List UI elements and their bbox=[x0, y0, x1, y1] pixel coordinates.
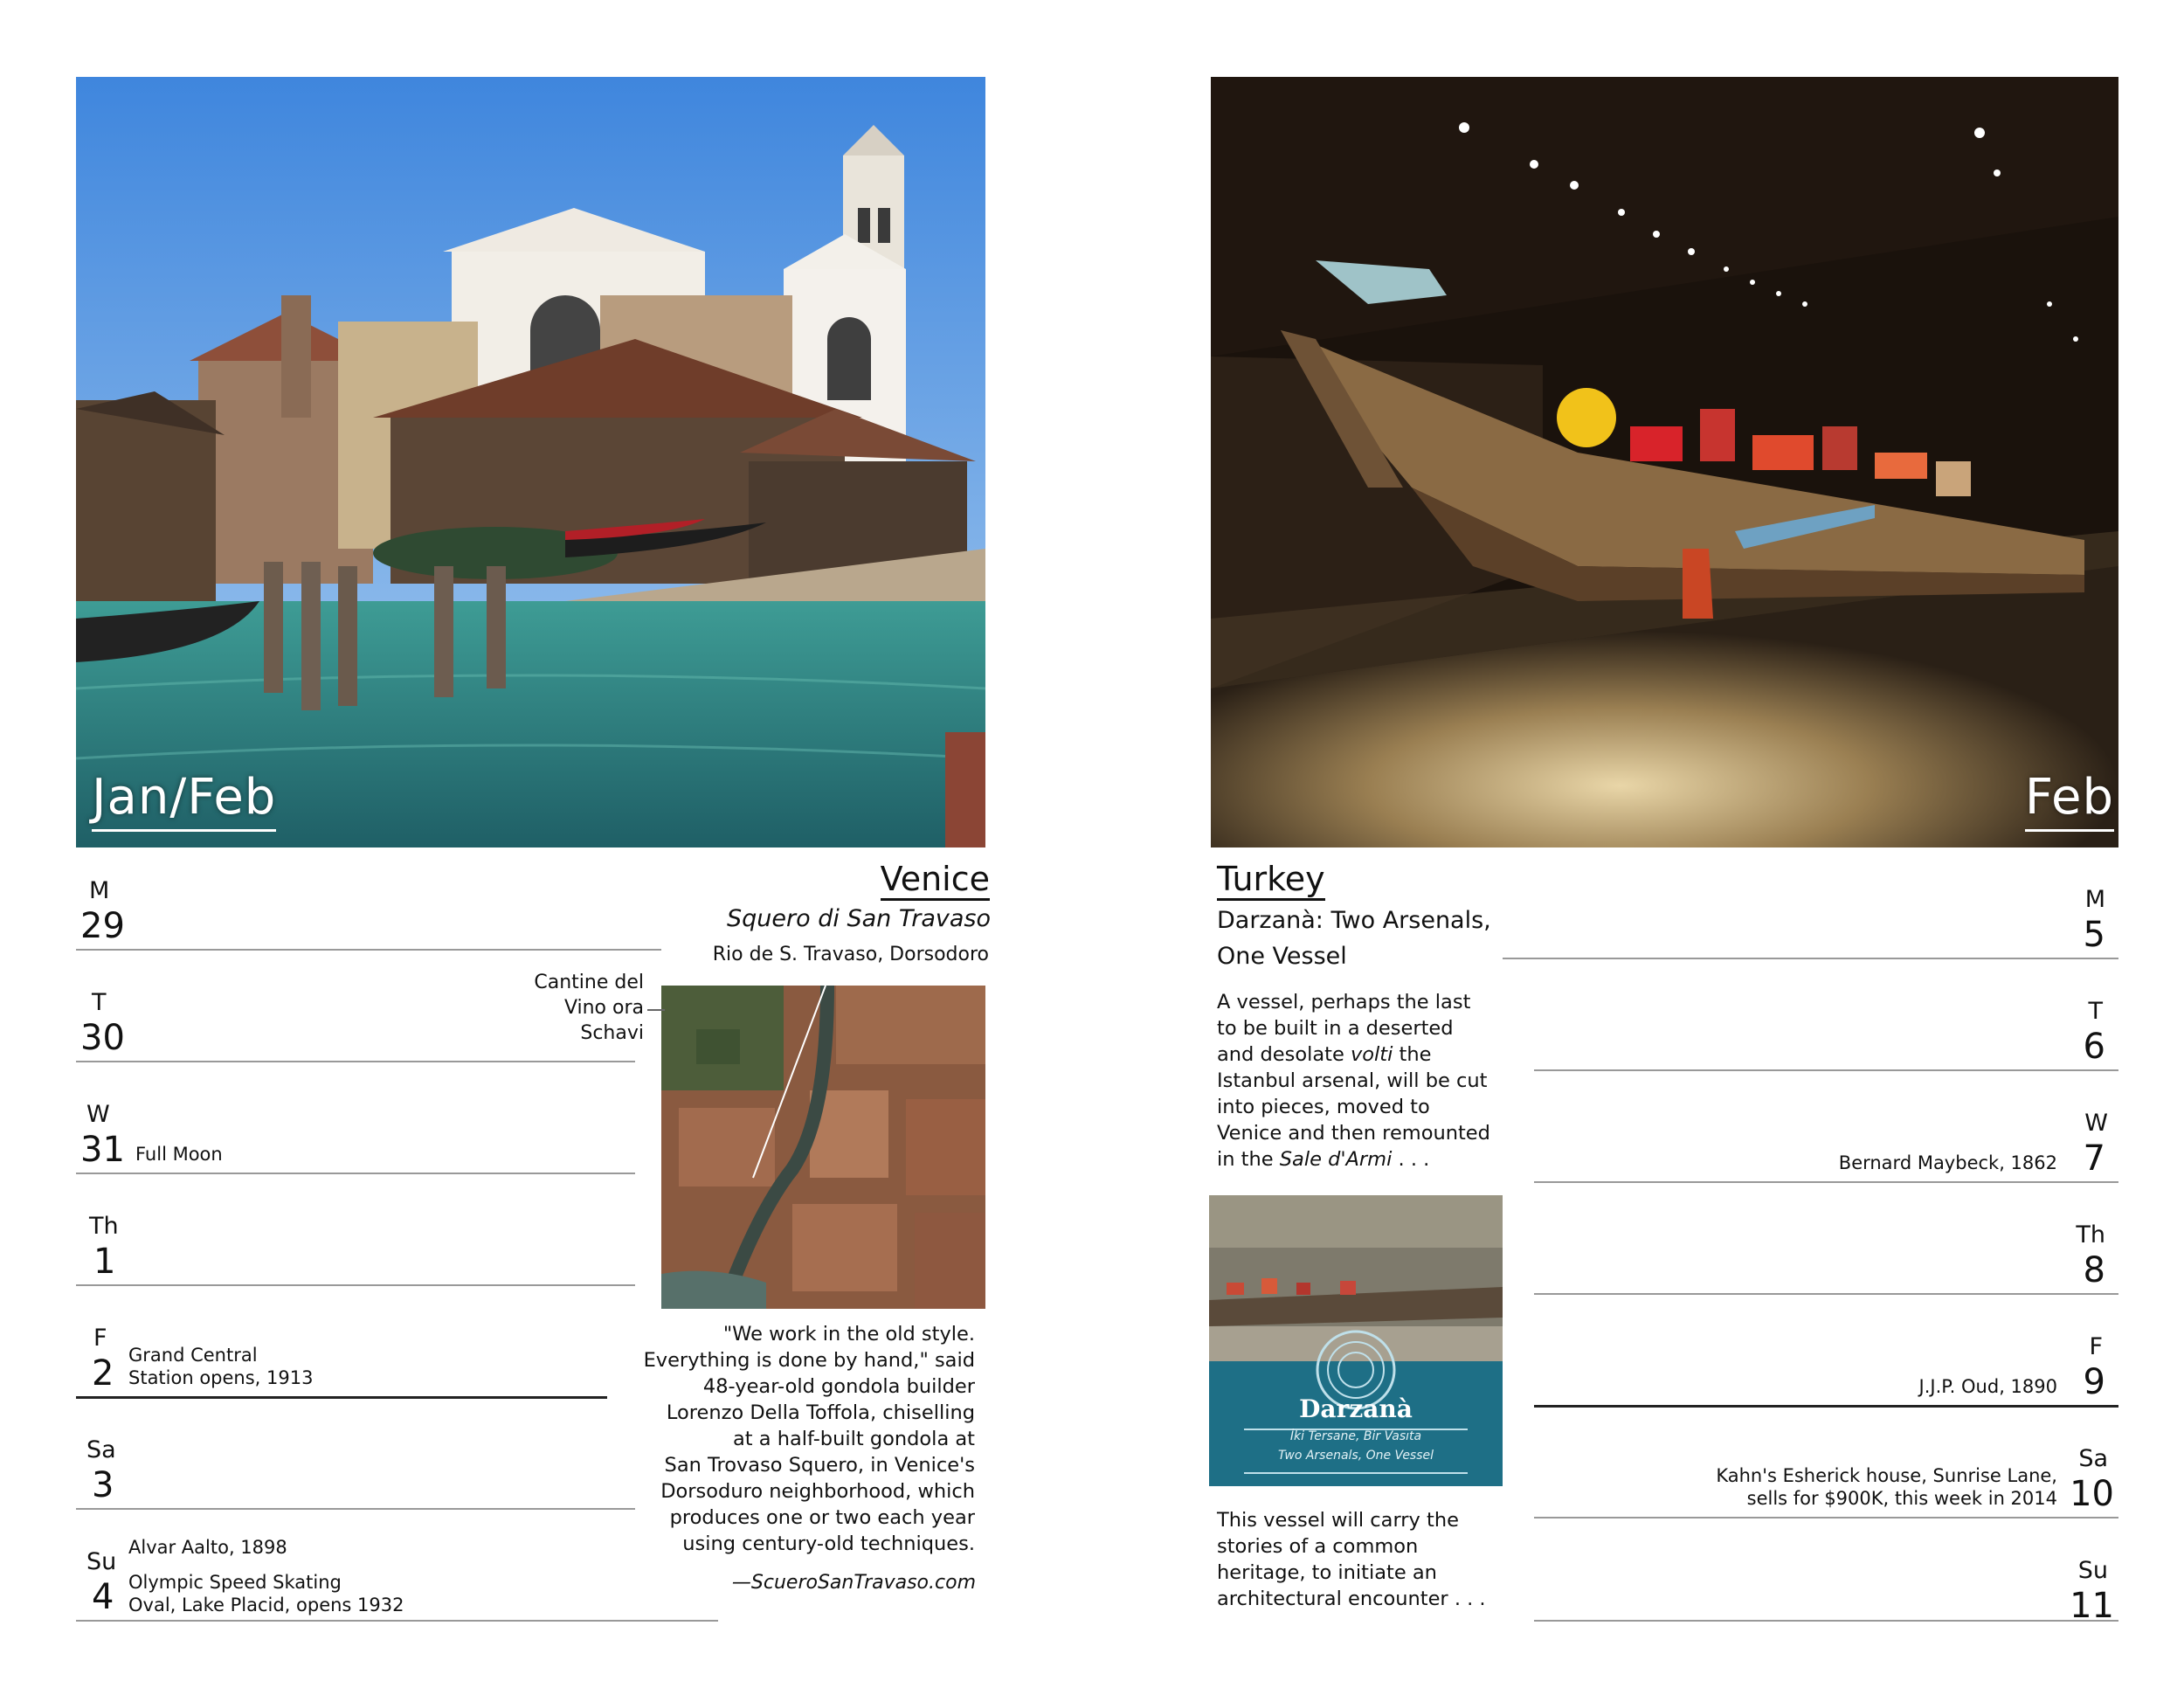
day-row-su-11[interactable] bbox=[1534, 1517, 2118, 1626]
desc-line-6: Venice and then remounted bbox=[1217, 1122, 1490, 1145]
day-number: 5 bbox=[2083, 915, 2105, 955]
day-row-t-30[interactable] bbox=[76, 949, 635, 1062]
turkey-subtitle-line-1: Darzanà: Two Arsenals, bbox=[1217, 907, 1491, 934]
aerial-map-illustration bbox=[661, 986, 985, 1309]
day-row-w-31[interactable] bbox=[76, 1061, 635, 1174]
turkey-subtitle bbox=[1217, 903, 1491, 974]
darzana-poster bbox=[1209, 1195, 1503, 1486]
day-number: 31 bbox=[80, 1130, 125, 1170]
day-abbr: Th bbox=[89, 1213, 119, 1240]
day-row-sa-3[interactable] bbox=[76, 1396, 635, 1510]
quote-line-6: San Trovaso Squero, in Venice's bbox=[664, 1454, 975, 1477]
darzana-photo-illustration bbox=[1211, 77, 2118, 847]
day-number: 10 bbox=[2070, 1474, 2114, 1514]
day-number: 30 bbox=[80, 1018, 125, 1058]
closing-line-2: stories of a common bbox=[1217, 1535, 1419, 1558]
day-note-1: Alvar Aalto, 1898 bbox=[128, 1537, 287, 1558]
desc-line-5: into pieces, moved to bbox=[1217, 1096, 1430, 1118]
aerial-map bbox=[661, 986, 985, 1309]
day-abbr: M bbox=[2084, 886, 2105, 913]
venice-photo bbox=[76, 77, 985, 847]
quote-line-9: using century-old techniques. bbox=[682, 1532, 975, 1555]
map-callout-line-2: Vino ora bbox=[563, 997, 644, 1019]
closing-line-1: This vessel will carry the bbox=[1217, 1509, 1459, 1532]
day-number: 8 bbox=[2083, 1250, 2105, 1290]
desc-line-3-post: the bbox=[1393, 1043, 1432, 1066]
turkey-description bbox=[1217, 989, 1505, 1173]
day-row-f-9[interactable] bbox=[1534, 1293, 2118, 1408]
desc-line-7-pre: in the bbox=[1217, 1148, 1280, 1171]
day-number: 11 bbox=[2070, 1586, 2114, 1626]
desc-line-3-pre: and desolate bbox=[1217, 1043, 1351, 1066]
day-note-2: sells for $900K, this week in 2014 bbox=[1746, 1488, 2057, 1509]
day-row-sa-10[interactable] bbox=[1534, 1405, 2118, 1519]
desc-line-1: A vessel, perhaps the last bbox=[1217, 991, 1471, 1013]
map-callout-line-1: Cantine del bbox=[534, 972, 644, 993]
day-number: 7 bbox=[2083, 1138, 2105, 1179]
day-abbr: Su bbox=[2077, 1557, 2108, 1584]
day-row-m-29[interactable] bbox=[76, 865, 661, 951]
day-row-su-4[interactable] bbox=[76, 1508, 718, 1622]
day-note: Full Moon bbox=[135, 1144, 223, 1165]
venice-photo-illustration bbox=[76, 77, 985, 847]
desc-line-2: to be built in a deserted bbox=[1217, 1017, 1454, 1040]
closing-line-4: architectural encounter . . . bbox=[1217, 1588, 1486, 1610]
day-abbr: T bbox=[2088, 998, 2103, 1025]
day-note: J.J.P. Oud, 1890 bbox=[1918, 1376, 2057, 1397]
desc-line-4: Istanbul arsenal, will be cut bbox=[1217, 1069, 1488, 1092]
day-abbr: F bbox=[2089, 1333, 2103, 1360]
day-row-th-8[interactable] bbox=[1534, 1181, 2118, 1295]
day-abbr: W bbox=[86, 1101, 110, 1128]
day-abbr: Th bbox=[2076, 1221, 2105, 1249]
right-month-label: Feb bbox=[2025, 769, 2114, 832]
day-number: 3 bbox=[92, 1465, 114, 1505]
poster-line-2: Two Arsenals, One Vessel bbox=[1277, 1449, 1434, 1463]
day-number: 4 bbox=[92, 1577, 114, 1617]
day-abbr: M bbox=[89, 877, 110, 904]
darzana-photo bbox=[1211, 77, 2118, 847]
desc-line-7-em: Sale d'Armi bbox=[1279, 1148, 1393, 1171]
desc-line-7-post: . . . bbox=[1392, 1148, 1430, 1171]
day-number: 6 bbox=[2083, 1027, 2105, 1067]
quote-line-7: Dorsoduro neighborhood, which bbox=[660, 1480, 975, 1503]
day-row-m-5[interactable] bbox=[1503, 874, 2118, 959]
poster-title: Darzanà bbox=[1299, 1394, 1413, 1423]
quote-line-1: "We work in the old style. bbox=[722, 1323, 975, 1346]
day-row-t-6[interactable] bbox=[1534, 958, 2118, 1071]
venice-location: Rio de S. Travaso, Dorsodoro bbox=[712, 944, 989, 965]
desc-line-3-em: volti bbox=[1350, 1043, 1393, 1066]
day-abbr: T bbox=[92, 989, 107, 1016]
quote-line-5: at a half-built gondola at bbox=[733, 1428, 975, 1450]
map-callout-line-3: Schavi bbox=[580, 1022, 644, 1044]
venice-source: —ScueroSanTravaso.com bbox=[731, 1572, 976, 1594]
day-note-2: Olympic Speed Skating bbox=[128, 1572, 342, 1593]
day-row-w-7[interactable] bbox=[1534, 1069, 2118, 1183]
quote-line-2: Everything is done by hand," said bbox=[643, 1349, 975, 1372]
day-abbr: F bbox=[93, 1325, 107, 1352]
left-month-label: Jan/Feb bbox=[92, 769, 276, 832]
day-abbr: Su bbox=[86, 1548, 117, 1575]
quote-line-4: Lorenzo Della Toffola, chiselling bbox=[666, 1401, 975, 1424]
day-note-1: Kahn's Esherick house, Sunrise Lane, bbox=[1716, 1465, 2057, 1486]
day-row-th-1[interactable] bbox=[76, 1173, 635, 1286]
poster-line-1: İki Tersane, Bir Vasıta bbox=[1289, 1429, 1422, 1443]
turkey-subtitle-line-2: One Vessel bbox=[1217, 943, 1347, 970]
day-number: 1 bbox=[93, 1242, 116, 1282]
venice-subtitle: Squero di San Travaso bbox=[727, 905, 991, 932]
day-abbr: W bbox=[2084, 1110, 2108, 1137]
quote-line-3: 48-year-old gondola builder bbox=[702, 1375, 975, 1398]
closing-line-3: heritage, to initiate an bbox=[1217, 1561, 1437, 1584]
day-note: Bernard Maybeck, 1862 bbox=[1838, 1152, 2057, 1173]
day-row-f-2[interactable] bbox=[76, 1284, 607, 1399]
turkey-title: Turkey bbox=[1217, 860, 1325, 901]
turkey-closing bbox=[1217, 1507, 1505, 1612]
desc-line-7 bbox=[1217, 1146, 1505, 1173]
day-note-3: Oval, Lake Placid, opens 1932 bbox=[128, 1595, 404, 1615]
day-abbr: Sa bbox=[2078, 1445, 2108, 1472]
quote-line-8: produces one or two each year bbox=[669, 1506, 975, 1529]
day-abbr: Sa bbox=[86, 1436, 116, 1463]
day-note-1: Grand Central bbox=[128, 1345, 258, 1366]
day-note-2: Station opens, 1913 bbox=[128, 1367, 314, 1388]
day-number: 29 bbox=[80, 906, 125, 946]
venice-title: Venice bbox=[881, 860, 990, 901]
day-number: 9 bbox=[2083, 1362, 2105, 1402]
desc-line-3 bbox=[1217, 1041, 1505, 1068]
day-number: 2 bbox=[92, 1353, 114, 1394]
map-callout-leader bbox=[647, 1009, 665, 1011]
